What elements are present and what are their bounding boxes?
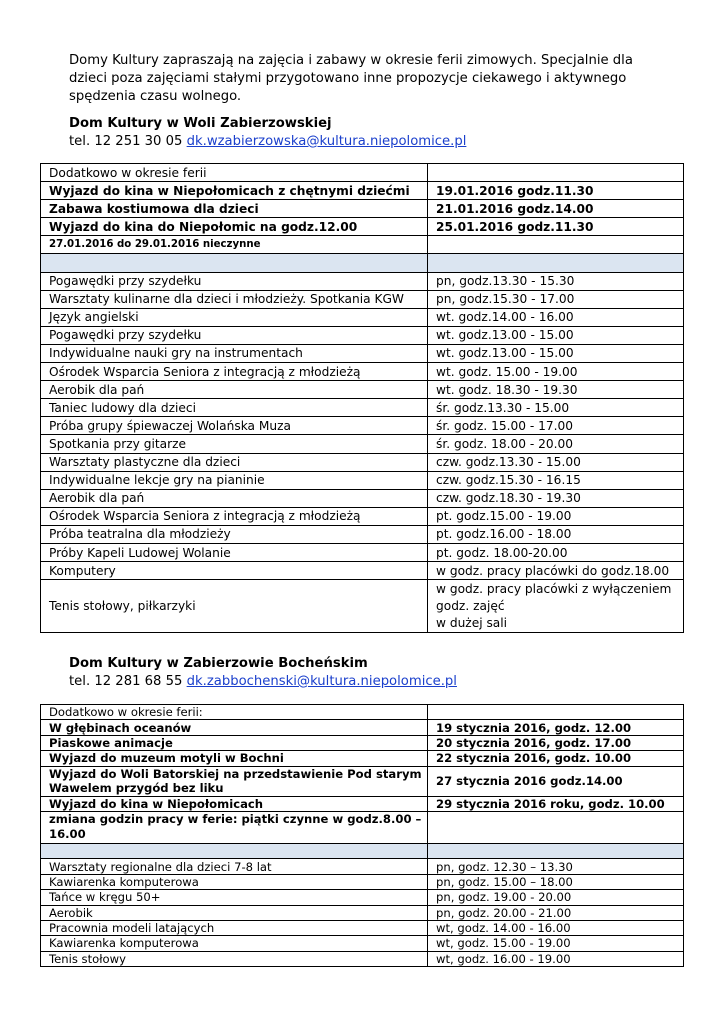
activity-name: Kawiarenka komputerowa (41, 874, 428, 889)
activity-time: czw. godz.13.30 - 15.00 (428, 453, 684, 471)
event-name: W głębinach oceanów (41, 720, 428, 735)
activity-name: Kawiarenka komputerowa (41, 936, 428, 951)
activity-time: wt. godz.13.00 - 15.00 (428, 326, 684, 344)
event-name: Wyjazd do muzeum motyli w Bochni (41, 751, 428, 766)
closed-note: 27.01.2016 do 29.01.2016 nieczynne (41, 236, 428, 254)
event-time: 21.01.2016 godz.14.00 (428, 200, 684, 218)
activity-time: pn, godz.15.30 - 17.00 (428, 290, 684, 308)
table-row (41, 471, 684, 489)
table-cell (428, 164, 684, 182)
section2-title: Dom Kultury w Zabierzowie Bocheńskim (69, 656, 368, 671)
section1-schedule-table (40, 163, 684, 633)
event-row (41, 182, 684, 200)
activity-name: Aerobik (41, 905, 428, 920)
event-row (41, 720, 684, 735)
activity-name: Tenis stołowy (41, 951, 428, 966)
table-header-row (41, 705, 684, 720)
table-row (41, 562, 684, 580)
table-row (41, 290, 684, 308)
activity-name: Taniec ludowy dla dzieci (41, 399, 428, 417)
hours-change-note: zmiana godzin pracy w ferie: piątki czynne w godz.8.00 – 16.00 (41, 811, 428, 843)
table-row (41, 859, 684, 874)
event-time: 22 stycznia 2016, godz. 10.00 (428, 751, 684, 766)
activity-name: Aerobik dla pań (41, 489, 428, 507)
table-row (41, 874, 684, 889)
activity-name: Spotkania przy gitarze (41, 435, 428, 453)
table-row (41, 489, 684, 507)
table-row (41, 326, 684, 344)
event-name: Wyjazd do Woli Batorskiej na przedstawienie Pod starym Wawelem przygód bez liku (41, 766, 428, 796)
table-row (41, 435, 684, 453)
table-header-cell: Dodatkowo w okresie ferii: (41, 705, 428, 720)
event-time: 27 stycznia 2016 godz.14.00 (428, 766, 684, 796)
section2-schedule-table (40, 704, 684, 967)
activity-name: Tańce w kręgu 50+ (41, 890, 428, 905)
activity-time: wt, godz. 16.00 - 19.00 (428, 951, 684, 966)
activity-time (428, 580, 684, 633)
table-row (41, 936, 684, 951)
table-cell (428, 254, 684, 272)
event-row (41, 218, 684, 236)
section1-email-link[interactable]: dk.wzabierzowska@kultura.niepolomice.pl (186, 134, 467, 149)
intro-paragraph: Domy Kultury zapraszają na zajęcia i zabawy w okresie ferii zimowych. Specjalnie dla dzieci poza zajęciami stałymi przygotowano inne propozycje ciekawego i aktywnego spędzenia czasu wolnego. (69, 53, 633, 104)
event-row (41, 735, 684, 750)
event-time: 19.01.2016 godz.11.30 (428, 182, 684, 200)
table-row (41, 417, 684, 435)
activity-name: Próby Kapeli Ludowej Wolanie (41, 543, 428, 561)
activity-time: wt. godz.13.00 - 15.00 (428, 344, 684, 362)
event-name: Zabawa kostiumowa dla dzieci (41, 200, 428, 218)
event-row (41, 766, 684, 796)
activity-time: śr. godz.13.30 - 15.00 (428, 399, 684, 417)
activity-name: Warsztaty regionalne dla dzieci 7-8 lat (41, 859, 428, 874)
activity-time-line: w dużej sali (436, 615, 508, 630)
activity-name: Komputery (41, 562, 428, 580)
table-row (41, 543, 684, 561)
activity-time: pt. godz. 18.00-20.00 (428, 543, 684, 561)
activity-time: pn, godz. 12.30 – 13.30 (428, 859, 684, 874)
activity-name: Próba grupy śpiewaczej Wolańska Muza (41, 417, 428, 435)
activity-time: pn, godz.13.30 - 15.30 (428, 272, 684, 290)
section1-tel: tel. 12 251 30 05 (69, 134, 183, 149)
table-row (41, 507, 684, 525)
activity-time: czw. godz.18.30 - 19.30 (428, 489, 684, 507)
event-name: Piaskowe animacje (41, 735, 428, 750)
table-row (41, 272, 684, 290)
separator-row (41, 843, 684, 858)
event-time: 25.01.2016 godz.11.30 (428, 218, 684, 236)
activity-time: pt. godz.16.00 - 18.00 (428, 525, 684, 543)
activity-time: pn, godz. 19.00 - 20.00 (428, 890, 684, 905)
activity-name: Pogawędki przy szydełku (41, 326, 428, 344)
event-name: Wyjazd do kina do Niepołomic na godz.12.00 (41, 218, 428, 236)
table-cell (41, 254, 428, 272)
activity-time-line: w godz. pracy placówki z wyłączeniem godz. zajęć (436, 581, 672, 613)
section2-tel: tel. 12 281 68 55 (69, 674, 183, 689)
table-row (41, 399, 684, 417)
activity-name: Ośrodek Wsparcia Seniora z integracją z młodzieżą (41, 363, 428, 381)
event-time: 29 stycznia 2016 roku, godz. 10.00 (428, 796, 684, 811)
table-row (41, 920, 684, 935)
table-row (41, 951, 684, 966)
table-row (41, 525, 684, 543)
event-time: 19 stycznia 2016, godz. 12.00 (428, 720, 684, 735)
separator-row (41, 254, 684, 272)
table-row (41, 381, 684, 399)
event-row (41, 796, 684, 811)
activity-name: Warsztaty kulinarne dla dzieci i młodzieży. Spotkania KGW (41, 290, 428, 308)
activity-time: pt. godz.15.00 - 19.00 (428, 507, 684, 525)
activity-time: wt. godz.14.00 - 16.00 (428, 308, 684, 326)
table-row (41, 344, 684, 362)
event-time: 20 stycznia 2016, godz. 17.00 (428, 735, 684, 750)
table-cell (428, 236, 684, 254)
section1-title: Dom Kultury w Woli Zabierzowskiej (69, 116, 332, 131)
activity-name: Warsztaty plastyczne dla dzieci (41, 453, 428, 471)
activity-name: Ośrodek Wsparcia Seniora z integracją z młodzieżą (41, 507, 428, 525)
activity-time: wt, godz. 15.00 - 19.00 (428, 936, 684, 951)
activity-time: w godz. pracy placówki do godz.18.00 (428, 562, 684, 580)
table-row (41, 890, 684, 905)
table-row (41, 363, 684, 381)
activity-name: Indywidualne nauki gry na instrumentach (41, 344, 428, 362)
closed-row (41, 236, 684, 254)
activity-time: czw. godz.15.30 - 16.15 (428, 471, 684, 489)
event-row (41, 751, 684, 766)
section1-heading (69, 115, 466, 151)
table-row (41, 308, 684, 326)
activity-name: Tenis stołowy, piłkarzyki (41, 580, 428, 633)
table-cell (41, 843, 428, 858)
table-cell (428, 843, 684, 858)
activity-time: śr. godz. 15.00 - 17.00 (428, 417, 684, 435)
event-name: Wyjazd do kina w Niepołomicach z chętnymi dziećmi (41, 182, 428, 200)
event-name: Wyjazd do kina w Niepołomicach (41, 796, 428, 811)
table-cell (428, 811, 684, 843)
activity-name: Pracownia modeli latających (41, 920, 428, 935)
activity-time: pn, godz. 20.00 - 21.00 (428, 905, 684, 920)
activity-time: śr. godz. 18.00 - 20.00 (428, 435, 684, 453)
event-row (41, 200, 684, 218)
table-cell (428, 705, 684, 720)
activity-time: wt. godz. 15.00 - 19.00 (428, 363, 684, 381)
table-row (41, 580, 684, 633)
section2-heading (69, 655, 457, 691)
activity-time: wt. godz. 18.30 - 19.30 (428, 381, 684, 399)
table-header-cell: Dodatkowo w okresie ferii (41, 164, 428, 182)
table-header-row (41, 164, 684, 182)
activity-name: Język angielski (41, 308, 428, 326)
activity-name: Pogawędki przy szydełku (41, 272, 428, 290)
activity-time: pn, godz. 15.00 – 18.00 (428, 874, 684, 889)
activity-name: Aerobik dla pań (41, 381, 428, 399)
activity-time: wt, godz. 14.00 - 16.00 (428, 920, 684, 935)
section2-email-link[interactable]: dk.zabbochenski@kultura.niepolomice.pl (186, 674, 457, 689)
table-row (41, 453, 684, 471)
activity-name: Próba teatralna dla młodzieży (41, 525, 428, 543)
activity-name: Indywidualne lekcje gry na pianinie (41, 471, 428, 489)
hours-change-row (41, 811, 684, 843)
table-row (41, 905, 684, 920)
